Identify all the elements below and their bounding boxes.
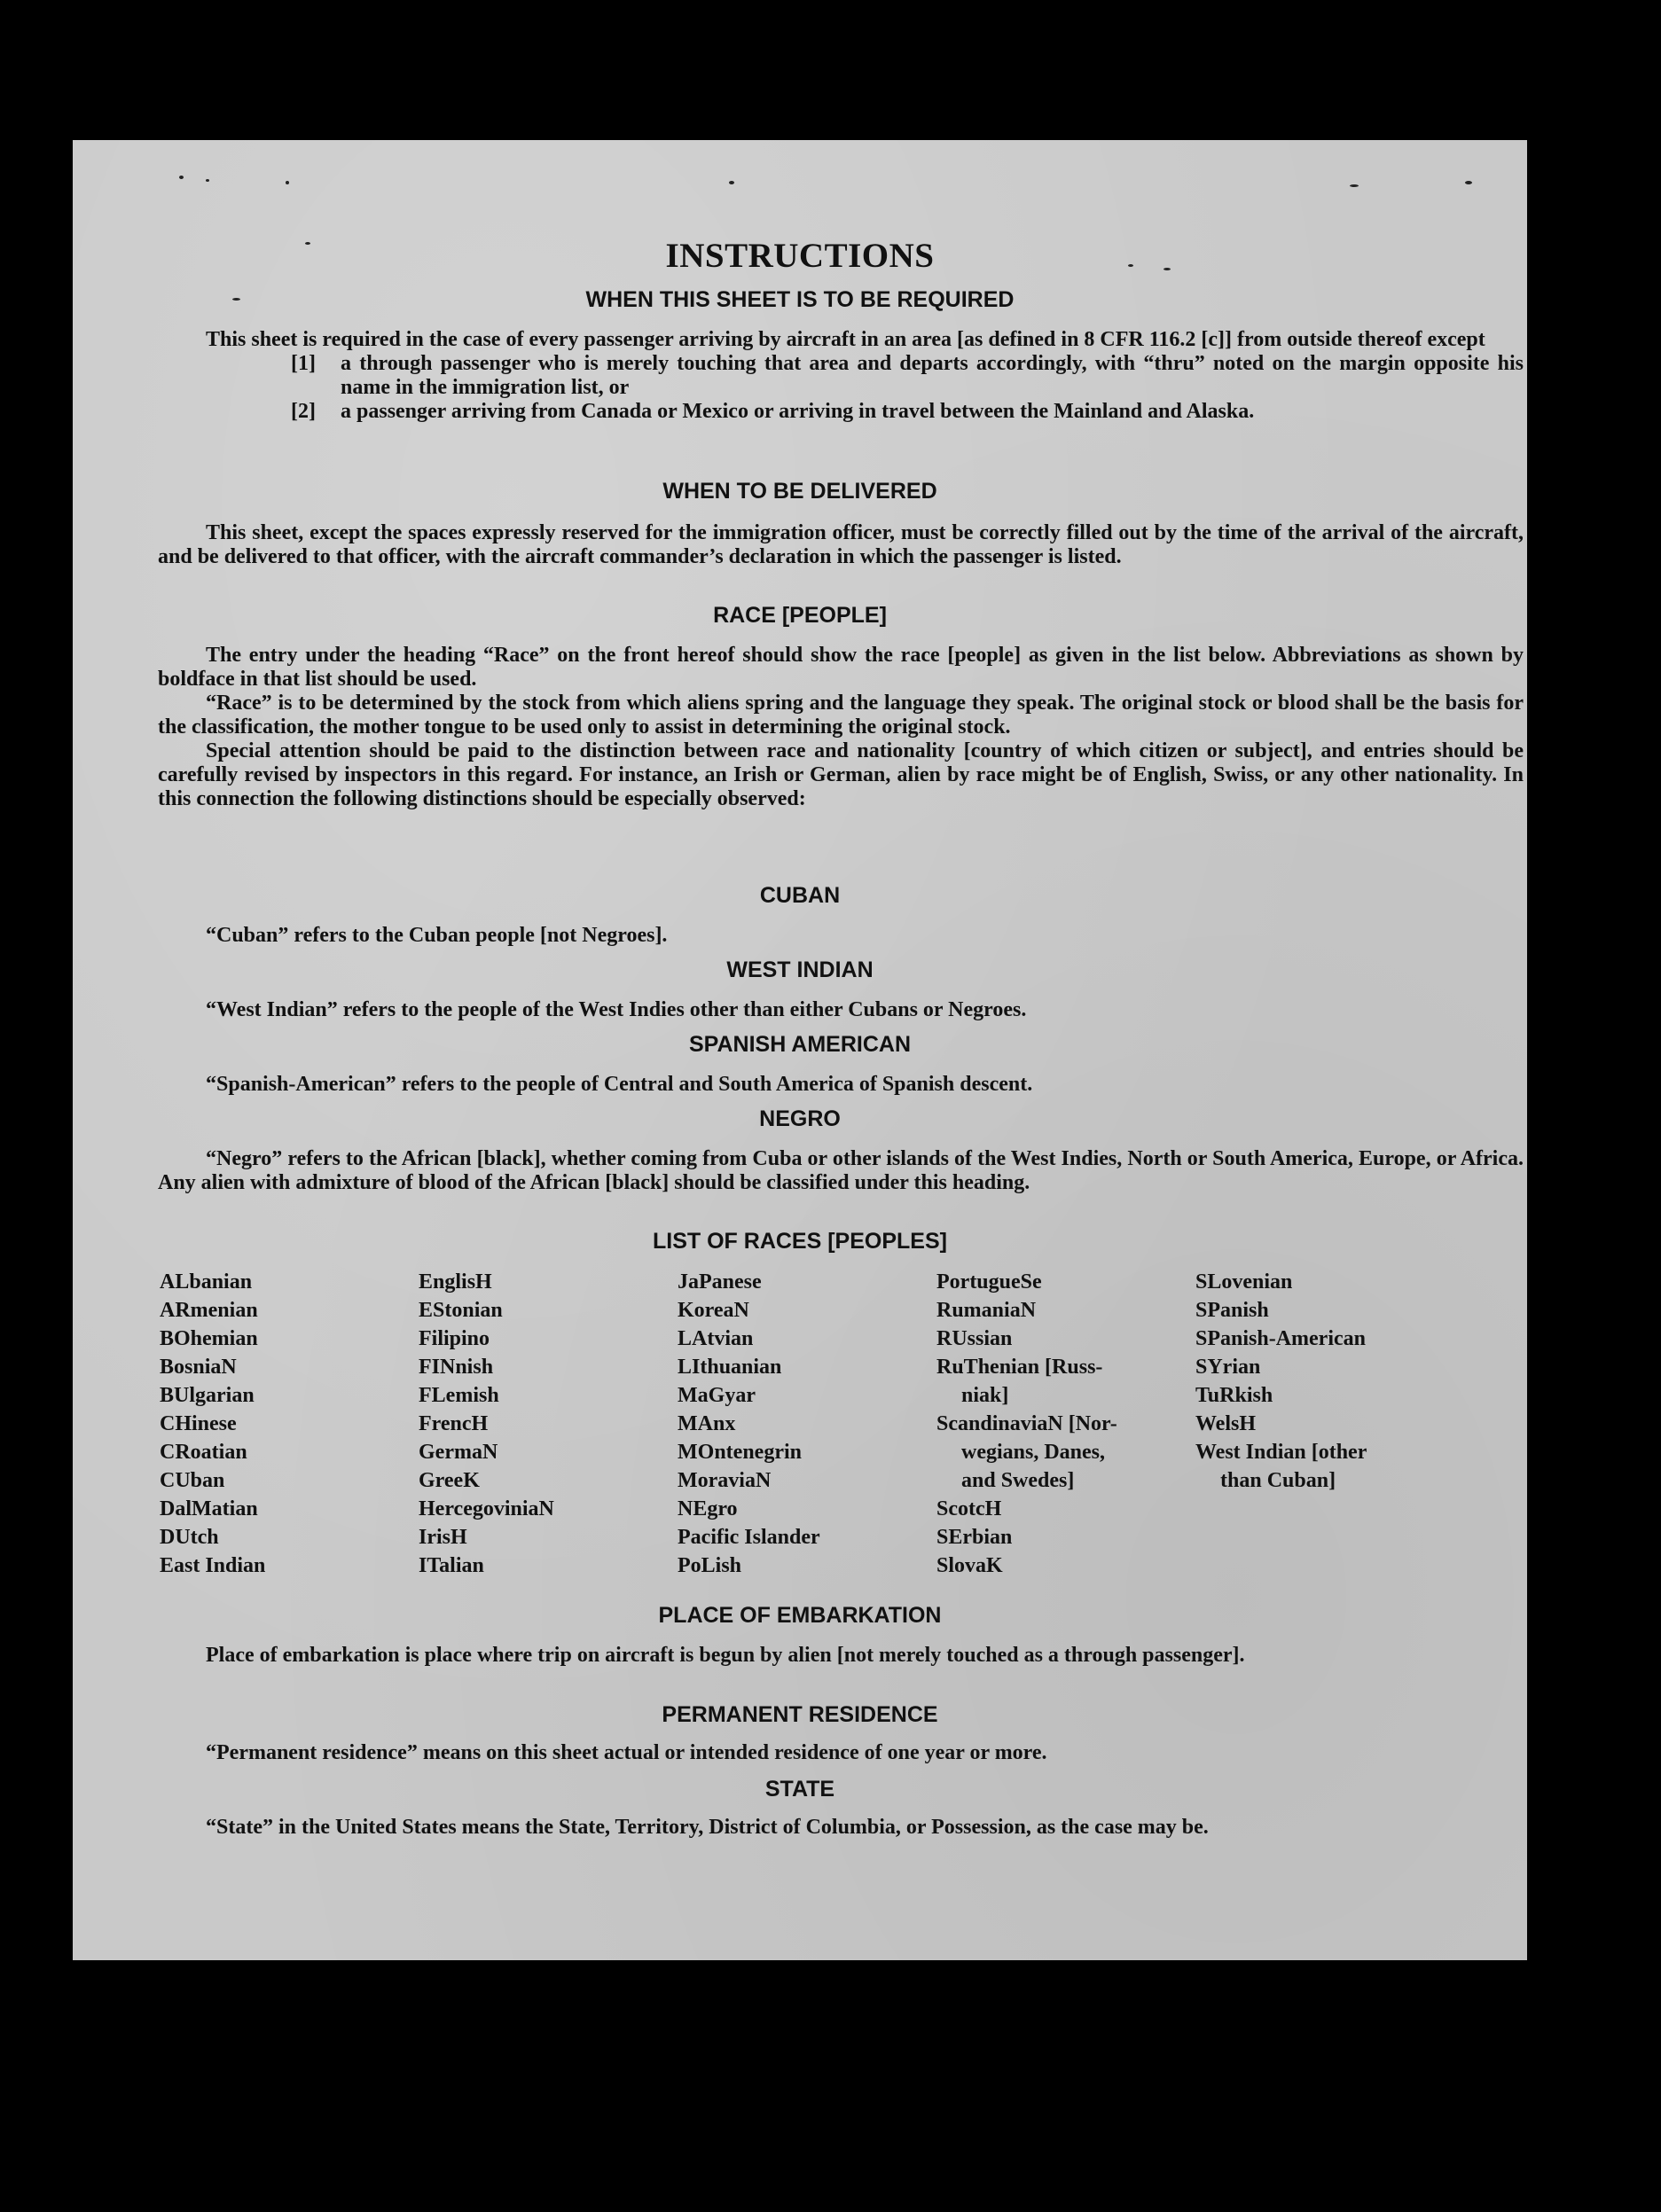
race-entry: BUlgarian (160, 1384, 255, 1407)
west-indian-text: “West Indian” refers to the people of the West Indies other than either Cubans or Negroes. (206, 998, 1027, 1021)
race-entry: IrisH (419, 1526, 467, 1549)
section-delivered (158, 521, 1524, 569)
race-entry: ARmenian (160, 1299, 258, 1322)
race-entry: TuRkish (1195, 1384, 1273, 1407)
embarkation-text: Place of embarkation is place where trip on aircraft is begun by alien [not merely touched as a through passenger]. (206, 1644, 1245, 1667)
races-column (936, 1268, 1195, 1580)
section-state (158, 1816, 1524, 1840)
heading-state: STATE (764, 1777, 835, 1802)
negro-text: “Negro” refers to the African [black], whether coming from Cuba or other islands of the West Indies, North or South America, Europe, or Africa. Any alien with admixture of blood of the African [black] should be classified under this heading. (158, 1147, 1524, 1194)
race-entry: WelsH (1195, 1412, 1257, 1435)
section-negro (158, 1147, 1524, 1195)
race-entry: BOhemian (160, 1327, 258, 1350)
race-entry: RUssian (936, 1327, 1013, 1350)
section-required (158, 328, 1524, 424)
scan-speck (206, 179, 209, 182)
race-entry: ALbanian (160, 1270, 253, 1294)
races-list (160, 1268, 1490, 1580)
section-embarkation (158, 1644, 1524, 1668)
state-text: “State” in the United States means the State, Territory, District of Columbia, or Possession, as the case may be. (206, 1816, 1209, 1839)
list-item (291, 352, 1524, 400)
race-entry: EnglisH (419, 1270, 492, 1294)
race-entry: DUtch (160, 1526, 219, 1549)
heading-embarkation: PLACE OF EMBARKATION (658, 1603, 942, 1628)
heading-race: RACE [PEOPLE] (713, 603, 887, 628)
race-entry: SYrian (1195, 1356, 1261, 1379)
race-entry: than Cuban] (1220, 1469, 1336, 1492)
item-number: [2] (291, 400, 316, 423)
heading-west-indian: WEST INDIAN (726, 957, 874, 982)
race-entry: CUban (160, 1469, 225, 1492)
race-entry: MAnx (678, 1412, 736, 1435)
section-spanish-american (158, 1073, 1524, 1097)
race-paragraph-2: “Race” is to be determined by the stock from which aliens spring and the language they speak. The original stock or blood shall be the basis for the classification, the mother tongue to be used only to assist in determining the original stock. (158, 692, 1524, 739)
heading-residence: PERMANENT RESIDENCE (662, 1702, 938, 1727)
race-entry: FINnish (419, 1356, 494, 1379)
scan-speck (286, 181, 289, 184)
document-sheet (73, 140, 1527, 1960)
scan-speck (729, 181, 734, 184)
race-entry: East Indian (160, 1554, 266, 1577)
race-entry: ScandinaviaN [Nor- (936, 1412, 1117, 1435)
races-column (160, 1268, 419, 1580)
race-entry: GreeK (419, 1469, 480, 1492)
race-entry: DalMatian (160, 1497, 258, 1520)
race-entry: SLovenian (1195, 1270, 1293, 1294)
race-entry: KoreaN (678, 1299, 749, 1322)
race-entry: LIthuanian (678, 1356, 782, 1379)
race-entry: PoLish (678, 1554, 742, 1577)
race-entry: SlovaK (936, 1554, 1003, 1577)
heading-cuban: CUBAN (759, 883, 841, 908)
item-number: [1] (291, 352, 316, 375)
race-entry: SErbian (936, 1526, 1013, 1549)
race-entry: MoraviaN (678, 1469, 772, 1492)
race-entry: FrencH (419, 1412, 489, 1435)
race-entry: RuThenian [Russ- (936, 1356, 1103, 1379)
race-entry: MaGyar (678, 1384, 756, 1407)
section-race (158, 644, 1524, 811)
item-text: a passenger arriving from Canada or Mexico or arriving in travel between the Mainland and Alaska. (341, 400, 1255, 423)
heading-delivered: WHEN TO BE DELIVERED (662, 479, 937, 504)
item-text: a through passenger who is merely touching that area and departs accordingly, with “thru” noted on the margin opposite his name in the immigration list, or (341, 352, 1524, 399)
race-entry: CRoatian (160, 1441, 247, 1464)
heading-spanish-american: SPANISH AMERICAN (688, 1032, 911, 1057)
race-entry: NEgro (678, 1497, 738, 1520)
section-west-indian (158, 998, 1524, 1022)
race-entry: and Swedes] (961, 1469, 1075, 1492)
race-entry: PortugueSe (936, 1270, 1042, 1294)
heading-required: WHEN THIS SHEET IS TO BE REQUIRED (585, 287, 1015, 312)
races-column (1195, 1268, 1454, 1580)
list-item (291, 400, 1524, 424)
race-entry: FLemish (419, 1384, 499, 1407)
races-column (678, 1268, 936, 1580)
race-entry: West Indian [other (1195, 1441, 1367, 1464)
race-entry: MOntenegrin (678, 1441, 802, 1464)
race-entry: LAtvian (678, 1327, 754, 1350)
race-entry: RumaniaN (936, 1299, 1037, 1322)
residence-text: “Permanent residence” means on this sheet actual or intended residence of one year or more. (206, 1741, 1047, 1764)
race-entry: ScotcH (936, 1497, 1002, 1520)
spanish-american-text: “Spanish-American” refers to the people of Central and South America of Spanish descent. (206, 1073, 1033, 1096)
required-intro: This sheet is required in the case of every passenger arriving by aircraft in an area [as defined in 8 CFR 116.2 [c]] from outside thereof except (206, 328, 1485, 351)
heading-negro: NEGRO (759, 1106, 841, 1131)
heading-list-of-races: LIST OF RACES [PEOPLES] (653, 1229, 947, 1254)
race-entry: HercegoviniaN (419, 1497, 554, 1520)
race-entry: Pacific Islander (678, 1526, 820, 1549)
race-entry: SPanish (1195, 1299, 1269, 1322)
races-column (419, 1268, 678, 1580)
scan-speck (1465, 181, 1472, 184)
race-entry: EStonian (419, 1299, 503, 1322)
race-entry: GermaN (419, 1441, 498, 1464)
race-entry: JaPanese (678, 1270, 762, 1294)
delivered-text: This sheet, except the spaces expressly reserved for the immigration officer, must be correctly filled out by the time of the arrival of the aircraft, and be delivered to that officer, with the aircraft commander’s declaration in which the passenger is listed. (158, 521, 1524, 568)
race-entry: ITalian (419, 1554, 484, 1577)
section-cuban (158, 924, 1524, 948)
race-paragraph-1: The entry under the heading “Race” on the front hereof should show the race [people] as given in the list below. Abbreviations as shown by boldface in that list should be used. (158, 644, 1524, 691)
page-title: INSTRUCTIONS (665, 237, 935, 275)
race-entry: wegians, Danes, (961, 1441, 1106, 1464)
scan-speck (179, 176, 184, 179)
section-residence (158, 1741, 1524, 1765)
race-entry: Filipino (419, 1327, 490, 1350)
race-entry: SPanish-American (1195, 1327, 1366, 1350)
race-entry: niak] (961, 1384, 1009, 1407)
race-entry: BosniaN (160, 1356, 237, 1379)
cuban-text: “Cuban” refers to the Cuban people [not Negroes]. (206, 924, 668, 947)
race-paragraph-3: Special attention should be paid to the distinction between race and nationality [country of which citizen or subject], and entries should be carefully revised by inspectors in this regard. For instance, an Irish or German, alien by race might be of English, Swiss, or any other nationality. In this connection the following distinctions should be especially observed: (158, 739, 1524, 810)
scan-speck (1350, 184, 1359, 187)
race-entry: CHinese (160, 1412, 237, 1435)
